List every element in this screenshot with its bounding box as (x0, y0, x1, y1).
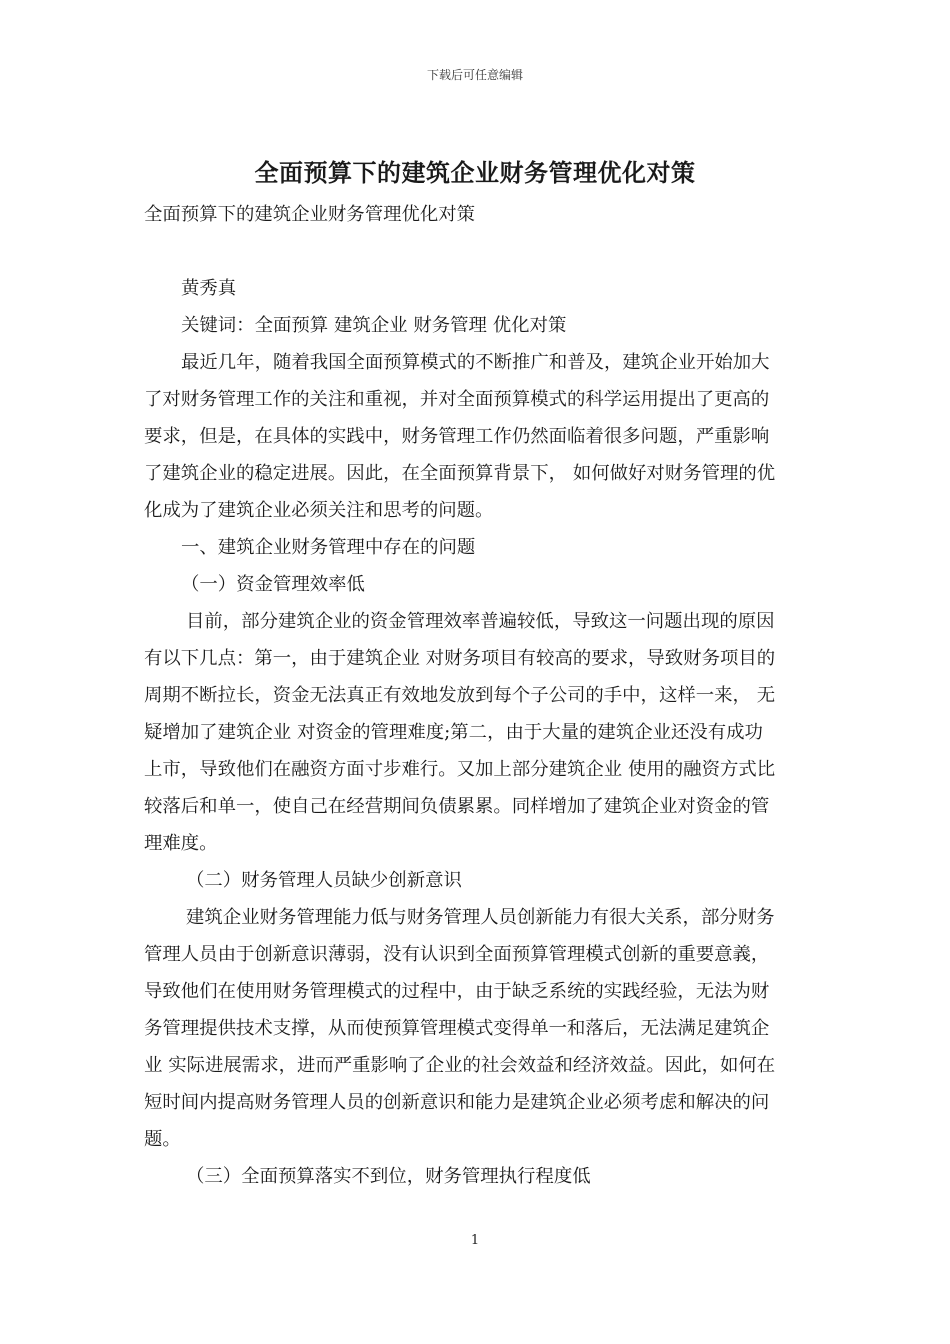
paragraph-line: 务管理提供技术支撑，从而使预算管理模式变得单一和落后，无法满足建筑企 (144, 1018, 770, 1039)
paragraph-line: 导致他们在使用财务管理模式的过程中，由于缺乏系统的实践经验，无法为财 (144, 981, 770, 1002)
paragraph-line: 要求，但是，在具体的实践中，财务管理工作仍然面临着很多问题，严重影响 (144, 426, 770, 447)
paragraph-line: 目前，部分建筑企业的资金管理效率普遍较低，导致这一问题出现的原因 (186, 611, 775, 632)
paragraph-line: 管理人员由于创新意识薄弱，没有认识到全面预算管理模式创新的重要意義， (144, 944, 770, 965)
paragraph-line: 了对财务管理工作的关注和重视，并对全面预算模式的科学运用提出了更高的 (144, 389, 770, 410)
paragraph-line: 有以下几点：第一，由于建筑企业 对财务项目有较高的要求，导致财务项目的 (144, 648, 776, 669)
paragraph-line: 了建筑企业的稳定进展。因此，在全面预算背景下， 如何做好对财务管理的优 (144, 463, 776, 484)
subsection-heading: （三）全面预算落实不到位，财务管理执行程度低 (186, 1166, 591, 1187)
paragraph-line: 建筑企业财务管理能力低与财务管理人员创新能力有很大关系，部分财务 (186, 907, 775, 928)
paragraph-line: 疑增加了建筑企业 对资金的管理难度;第二，由于大量的建筑企业还没有成功 (144, 722, 763, 743)
document-title: 全面预算下的建筑企业财务管理优化对策 (254, 158, 696, 187)
subsection-heading: （一）资金管理效率低 (181, 574, 365, 595)
page-number: 1 (470, 1233, 480, 1248)
paragraph-line: 周期不断拉长，资金无法真正有效地发放到每个子公司的手中，这样一来， 无 (144, 685, 776, 706)
paragraph-line: 较落后和单一，使自己在经营期间负债累累。同样增加了建筑企业对资金的管 (144, 796, 770, 817)
blank-line (144, 233, 806, 270)
subtitle: 全面预算下的建筑企业财务管理优化对策 (144, 204, 476, 225)
keywords: 关键词：全面预算 建筑企业 财务管理 优化对策 (181, 315, 567, 336)
author: 黄秀真 (181, 278, 237, 299)
header-note: 下载后可任意编辑 (426, 68, 523, 82)
paragraph-line: 最近几年，随着我国全面预算模式的不断推广和普及，建筑企业开始加大 (181, 352, 770, 373)
subsection-heading: （二）财务管理人员缺少创新意识 (186, 870, 462, 891)
paragraph-line: 上市，导致他们在融资方面寸步难行。又加上部分建筑企业 使用的融资方式比 (144, 759, 776, 780)
paragraph-line: 理难度。 (144, 833, 218, 854)
paragraph-line: 业 实际进展需求，进而严重影响了企业的社会效益和经济效益。因此，如何在 (144, 1055, 776, 1076)
paragraph-line: 化成为了建筑企业必须关注和思考的问题。 (144, 500, 494, 521)
section-heading: 一、建筑企业财务管理中存在的问题 (181, 537, 476, 558)
paragraph-line: 短时间内提高财务管理人员的创新意识和能力是建筑企业必须考虑和解决的问 (144, 1092, 770, 1113)
document-body (144, 196, 806, 1195)
paragraph-line: 题。 (144, 1129, 181, 1150)
